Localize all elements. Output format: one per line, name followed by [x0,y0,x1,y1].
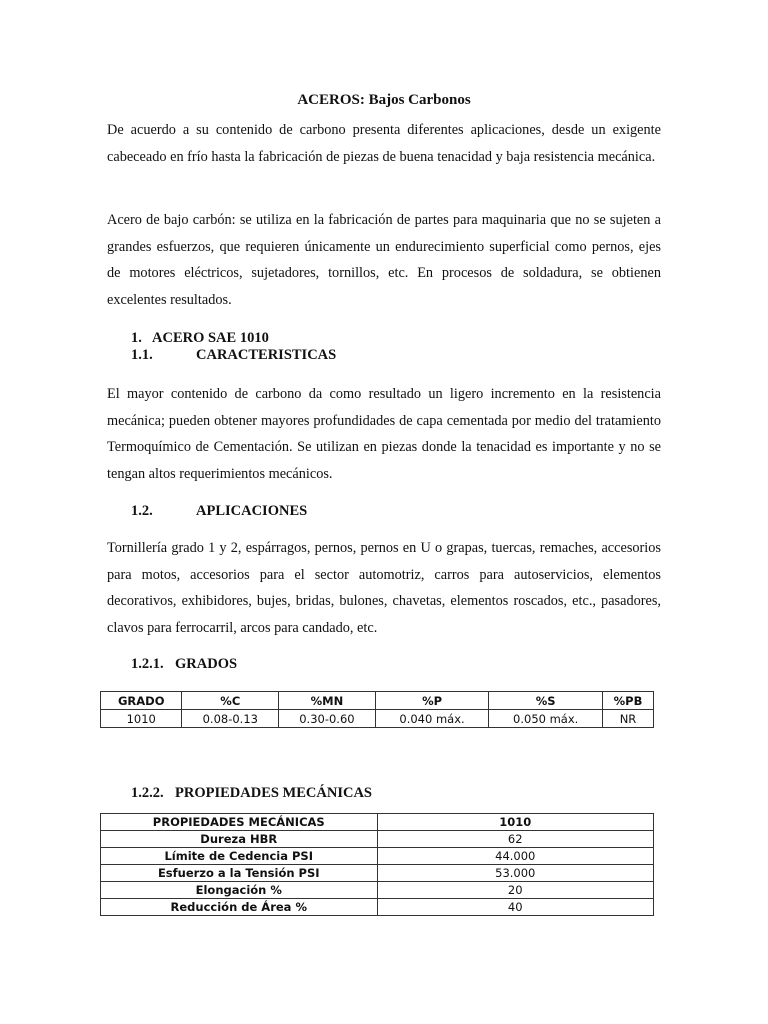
table-header-cell: 1010 [377,814,654,831]
section-1-1-title: CARACTERISTICAS [196,347,337,363]
section-1-1-number: 1.1. [131,347,153,363]
section-1-2-1-number: 1.2.1. [131,656,164,672]
property-name-cell: Elongación % [101,882,378,899]
property-value-cell: 62 [377,831,654,848]
intro-paragraph: De acuerdo a su contenido de carbono presenta diferentes aplicaciones, desde un exigente cabeceado en frío hasta la fabricación de piezas de buena tenacidad y baja resistencia mecánica. [107,122,661,165]
property-name-cell: Esfuerzo a la Tensión PSI [101,865,378,882]
grades-table [100,691,654,728]
table-header-cell: %PB [603,692,654,710]
table-cell: 1010 [101,710,182,728]
table-header-cell: %S [489,692,603,710]
mechanical-properties-table [100,813,654,916]
property-value-cell: 20 [377,882,654,899]
table-row [101,882,654,899]
property-name-cell: Reducción de Área % [101,899,378,916]
table-row [101,848,654,865]
low-carbon-paragraph: Acero de bajo carbón: se utiliza en la fabricación de partes para maquinaria que no se sujeten a grandes esfuerzos, que requieren únicamente un endurecimiento superficial como pernos, ejes de motores eléctricos, sujetadores, tornillos, etc. En procesos de soldadura, se obtienen excelentes resultados. [107,212,661,308]
property-name-cell: Dureza HBR [101,831,378,848]
mech-table-header [101,814,654,831]
table-cell: 0.08-0.13 [182,710,279,728]
table-row [101,710,654,728]
section-1-title: ACERO SAE 1010 [152,330,269,346]
property-value-cell: 44.000 [377,848,654,865]
table-row [101,865,654,882]
table-header-cell: %MN [279,692,376,710]
applications-paragraph: Tornillería grado 1 y 2, espárragos, pernos, pernos en U o grapas, tuercas, remaches, accesorios para motos, accesorios para el sector automotriz, carros para autoservicios, elementos decorativos, exhibidores, bujes, bridas, bulones, chavetas, elementos roscados, etc., pasadores, clavos para ferrocarril, arcos para candado, etc. [107,540,661,636]
table-cell: 0.30-0.60 [279,710,376,728]
table-row [101,899,654,916]
section-1-2-2-title: PROPIEDADES MECÁNICAS [175,785,372,801]
document-title: ACEROS: Bajos Carbonos [297,92,471,108]
table-header-cell: GRADO [101,692,182,710]
property-value-cell: 40 [377,899,654,916]
section-1-number: 1. [131,330,142,346]
grades-table-header [101,692,654,710]
section-1-2-1-title: GRADOS [175,656,238,672]
characteristics-paragraph: El mayor contenido de carbono da como resultado un ligero incremento en la resistencia mecánica; pueden obtener mayores profundidades de capa cementada por medio del tratamiento Termoquímico de Cementación. Se utilizan en piezas donde la tenacidad es importante y no se tengan altos requerimientos mecánicos. [107,386,661,482]
section-1-2-number: 1.2. [131,503,153,519]
table-cell: NR [603,710,654,728]
table-header-cell: PROPIEDADES MECÁNICAS [101,814,378,831]
property-name-cell: Límite de Cedencia PSI [101,848,378,865]
table-row [101,831,654,848]
table-cell: 0.050 máx. [489,710,603,728]
section-1-2-2-number: 1.2.2. [131,785,164,801]
table-header-cell: %C [182,692,279,710]
property-value-cell: 53.000 [377,865,654,882]
section-1-2-title: APLICACIONES [196,503,308,519]
table-cell: 0.040 máx. [375,710,489,728]
table-header-cell: %P [375,692,489,710]
